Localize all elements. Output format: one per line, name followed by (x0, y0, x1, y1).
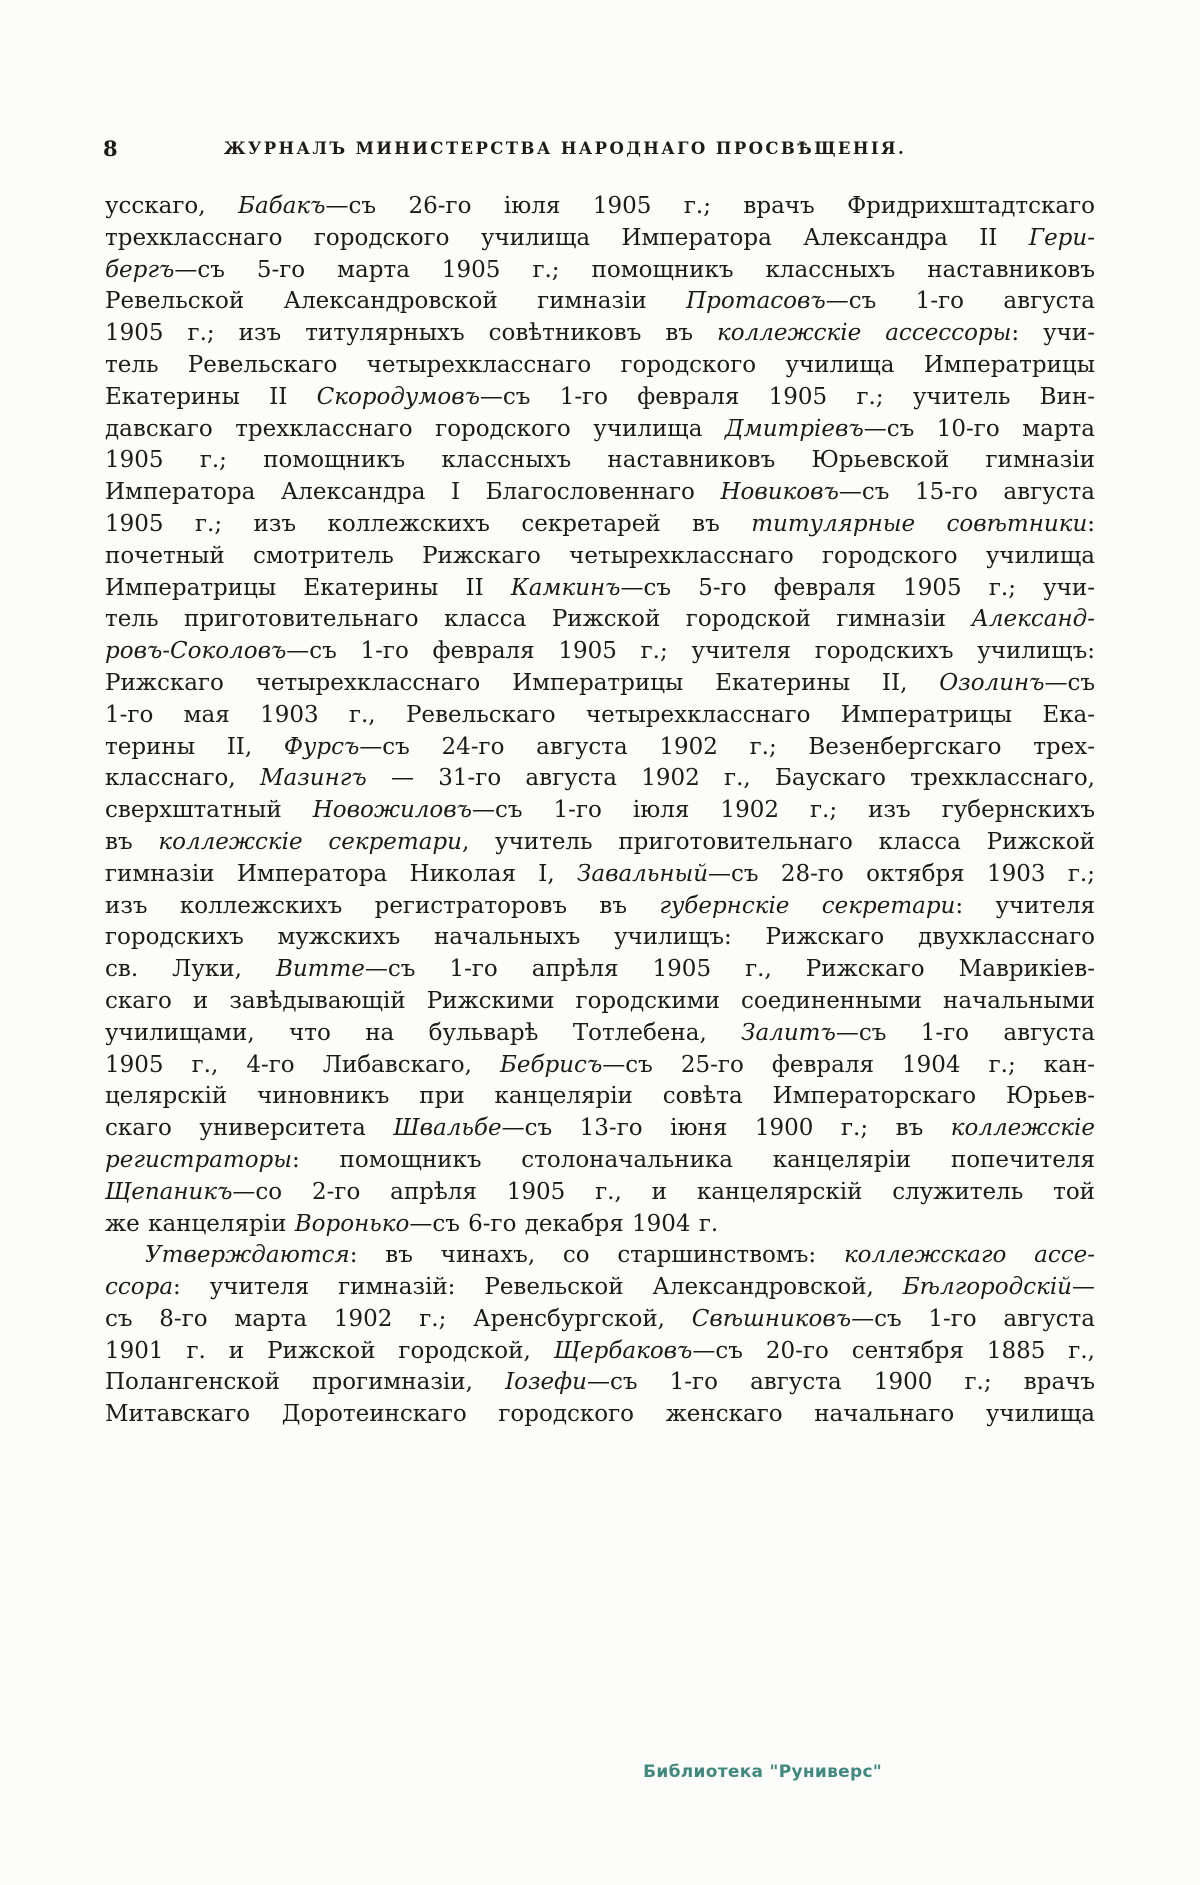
text-line (105, 732, 1095, 764)
text-line (105, 922, 1095, 954)
body-text: —съ 1-го апрѣля 1905 г., Рижскаго Маврикіев- (364, 956, 1095, 983)
text-line (105, 286, 1095, 318)
page-number: 8 (103, 136, 119, 161)
body-text: Екатерины II (105, 383, 317, 410)
text-line (105, 318, 1095, 350)
italic-text: регистраторы (105, 1146, 293, 1173)
body-text: —съ 1-го августа (825, 288, 1095, 315)
italic-text: Іозефи (505, 1369, 587, 1396)
italic-text: Щербаковъ (553, 1337, 693, 1364)
text-line (105, 414, 1095, 446)
text-line (105, 573, 1095, 605)
body-text: въ (105, 828, 159, 855)
italic-text: коллежскіе секретари (158, 828, 462, 855)
body-text: —съ 1-го февраля 1905 г.; учитель Вин- (479, 383, 1095, 410)
body-text: —съ 1-го іюля 1902 г.; изъ губернскихъ (472, 797, 1095, 824)
body-text: скаго университета (105, 1115, 394, 1142)
text-line (105, 255, 1095, 287)
body-text: трехкласснаго городского училища Императора Александра II (105, 224, 1029, 251)
body-text: —съ 15-го августа (838, 479, 1095, 506)
text-line (105, 859, 1095, 891)
body-text: почетный смотритель Рижскаго четырехкласснаго городского училища (105, 542, 1095, 569)
italic-text: бергъ (105, 256, 175, 283)
text-line (105, 1113, 1095, 1145)
paragraph (105, 1240, 1095, 1431)
italic-text: Залитъ (741, 1019, 836, 1046)
body-text: же канцеляріи (105, 1210, 295, 1237)
italic-text: Утверждаются (145, 1242, 350, 1269)
text-line (105, 986, 1095, 1018)
body-text: съ 8-го марта 1902 г.; Аренсбургской, (105, 1305, 692, 1332)
italic-text: Фурсъ (283, 733, 360, 760)
body-text: — (1072, 1274, 1095, 1301)
body-text: —съ 26-го іюля 1905 г.; врачъ Фридрихштадтскаго (325, 193, 1095, 219)
text-line (105, 382, 1095, 414)
body-text: —съ 5-го марта 1905 г.; помощникъ классныхъ наставниковъ (174, 256, 1095, 283)
text-line (105, 1336, 1095, 1368)
body-text: городскихъ мужскихъ начальныхъ училищъ: Рижскаго двухкласснаго (105, 924, 1095, 951)
italic-text: Камкинъ (510, 574, 621, 601)
body-text: —съ 1-го февраля 1905 г.; учителя городскихъ училищъ: (286, 638, 1095, 665)
italic-text: Швальбе (393, 1115, 502, 1142)
italic-text: Бѣлгородскій (902, 1274, 1072, 1301)
body-text: —съ 24-го августа 1902 г.; Везенбергскаго трех- (359, 733, 1095, 760)
text-line (105, 445, 1095, 477)
text-line (105, 477, 1095, 509)
italic-text: коллежскаго ассе- (843, 1242, 1095, 1269)
italic-text: Свѣшниковъ (691, 1305, 852, 1332)
body-text: изъ коллежскихъ регистраторовъ въ (105, 892, 660, 919)
italic-text: Скородумовъ (316, 383, 480, 410)
body-text: гимназіи Императора Николая I, (105, 860, 578, 887)
text-line (105, 1209, 1095, 1241)
text-line (105, 350, 1095, 382)
body-text: 1905 г.; помощникъ классныхъ наставниковъ Юрьевской гимназіи (105, 447, 1095, 474)
text-line (105, 668, 1095, 700)
body-text: усскаго, (105, 193, 239, 219)
body-text: тель приготовительнаго класса Рижской городской гимназіи (105, 606, 972, 633)
italic-text: Протасовъ (686, 288, 826, 315)
journal-running-title: ЖУРНАЛЪ МИНИСТЕРСТВА НАРОДНАГО ПРОСВѢЩЕНІЯ. (223, 139, 907, 158)
italic-text: ровъ-Соколовъ (105, 638, 287, 665)
text-line (105, 509, 1095, 541)
italic-text: Новиковъ (720, 479, 839, 506)
body-text: —съ 5-го февраля 1905 г.; учи- (620, 574, 1095, 601)
body-text: —съ 1-го августа 1900 г.; врачъ (586, 1369, 1095, 1396)
body-text: Полангенской прогимназіи, (105, 1369, 506, 1396)
body-text: —съ 25-го февраля 1904 г.; кан- (602, 1051, 1095, 1078)
italic-text: Завальный (577, 860, 709, 887)
body-text: училищами, что на бульварѣ Тотлебена, (105, 1019, 742, 1046)
text-block (105, 191, 1095, 1431)
text-line (105, 1240, 1095, 1272)
body-text: —съ 6-го декабря 1904 г. (409, 1210, 719, 1237)
text-line (105, 1081, 1095, 1113)
body-text: тель Ревельскаго четырехкласснаго городского училища Императрицы (105, 351, 1095, 378)
body-text: : учителя гимназій: Ревельской Александровской, (173, 1274, 903, 1301)
italic-text: Гери- (1028, 224, 1095, 251)
italic-text: Мазингъ (259, 765, 367, 792)
italic-text: Воронько (294, 1210, 410, 1237)
body-text: : въ чинахъ, со старшинствомъ: (349, 1242, 844, 1269)
body-text: : помощникъ столоначальника канцеляріи попечителя (292, 1146, 1095, 1173)
italic-text: Щепаникъ (105, 1178, 233, 1205)
body-text: 1905 г.; изъ титулярныхъ совѣтниковъ въ (105, 320, 717, 347)
body-text: Императрицы Екатерины II (105, 574, 511, 601)
body-text: сверхштатный (105, 797, 313, 824)
text-line (105, 763, 1095, 795)
italic-text: Бабакъ (238, 193, 326, 219)
text-line (105, 1177, 1095, 1209)
text-line (105, 604, 1095, 636)
italic-text: титулярные совѣтники (751, 510, 1088, 537)
body-text: давскаго трехкласснаго городского училища (105, 415, 725, 442)
body-text: 1-го мая 1903 г., Ревельскаго четырехкласснаго Императрицы Ека- (105, 701, 1095, 728)
body-text: 1905 г.; изъ коллежскихъ секретарей въ (105, 510, 752, 537)
text-line (105, 1399, 1095, 1431)
body-text: 1905 г., 4-го Либавскаго, (105, 1051, 500, 1078)
body-text: —съ 20-го сентября 1885 г., (692, 1337, 1095, 1364)
text-line (105, 1018, 1095, 1050)
text-line (105, 1050, 1095, 1082)
body-text: —съ 10-го марта (863, 415, 1095, 442)
text-line (105, 191, 1095, 223)
body-text: —съ 13-го іюня 1900 г.; въ (501, 1115, 951, 1142)
body-text: — 31-го августа 1902 г., Баускаго трехкласснаго, (366, 765, 1095, 792)
paragraph (105, 191, 1095, 1240)
text-line (105, 223, 1095, 255)
italic-text: коллежскіе (950, 1115, 1095, 1142)
body-text: Митавскаго Доротеинскаго городского женскаго начальнаго училища (105, 1401, 1095, 1428)
running-header (0, 136, 1200, 162)
text-line (105, 636, 1095, 668)
text-line (105, 1272, 1095, 1304)
text-line (105, 954, 1095, 986)
text-line (105, 700, 1095, 732)
body-text: 1901 г. и Рижской городской, (105, 1337, 554, 1364)
body-text: св. Луки, (105, 956, 276, 983)
body-text: : учи- (1011, 320, 1095, 347)
text-line (105, 1367, 1095, 1399)
body-text: —съ (1044, 669, 1095, 696)
body-text: : (1087, 510, 1096, 537)
body-text: терины II, (105, 733, 284, 760)
body-text: : учителя (955, 892, 1095, 919)
text-line (105, 541, 1095, 573)
italic-text: Витте (275, 956, 365, 983)
body-text: , учитель приготовительнаго класса Рижской (461, 828, 1095, 855)
text-line (105, 1145, 1095, 1177)
body-text: —съ 1-го августа (851, 1305, 1095, 1332)
text-line (105, 1304, 1095, 1336)
text-line (105, 827, 1095, 859)
italic-text: губернскіе секретари (659, 892, 956, 919)
body-text: —съ 28-го октября 1903 г.; (708, 860, 1095, 887)
text-line (105, 891, 1095, 923)
body-text: —съ 1-го августа (835, 1019, 1095, 1046)
body-text: скаго и завѣдывающій Рижскими городскими соединенными начальными (105, 987, 1095, 1014)
italic-text: коллежскіе ассессоры (716, 320, 1012, 347)
text-line (105, 795, 1095, 827)
italic-text: Александ- (971, 606, 1095, 633)
body-text: Императора Александра I Благословеннаго (105, 479, 721, 506)
body-text: Ревельской Александровской гимназіи (105, 288, 687, 315)
body-text: Рижскаго четырехкласснаго Императрицы Екатерины II, (105, 669, 940, 696)
italic-text: Озолинъ (939, 669, 1045, 696)
italic-text: Новожиловъ (312, 797, 472, 824)
body-text: класснаго, (105, 765, 260, 792)
body-text: целярскій чиновникъ при канцеляріи совѣта Императорскаго Юрьев- (105, 1083, 1095, 1110)
italic-text: Дмитріевъ (724, 415, 864, 442)
body-text: —со 2-го апрѣля 1905 г., и канцелярскій служитель той (232, 1178, 1095, 1205)
italic-text: ссора (105, 1274, 174, 1301)
italic-text: Бебрисъ (499, 1051, 603, 1078)
library-watermark: Библиотека "Руниверс" (643, 1762, 882, 1782)
